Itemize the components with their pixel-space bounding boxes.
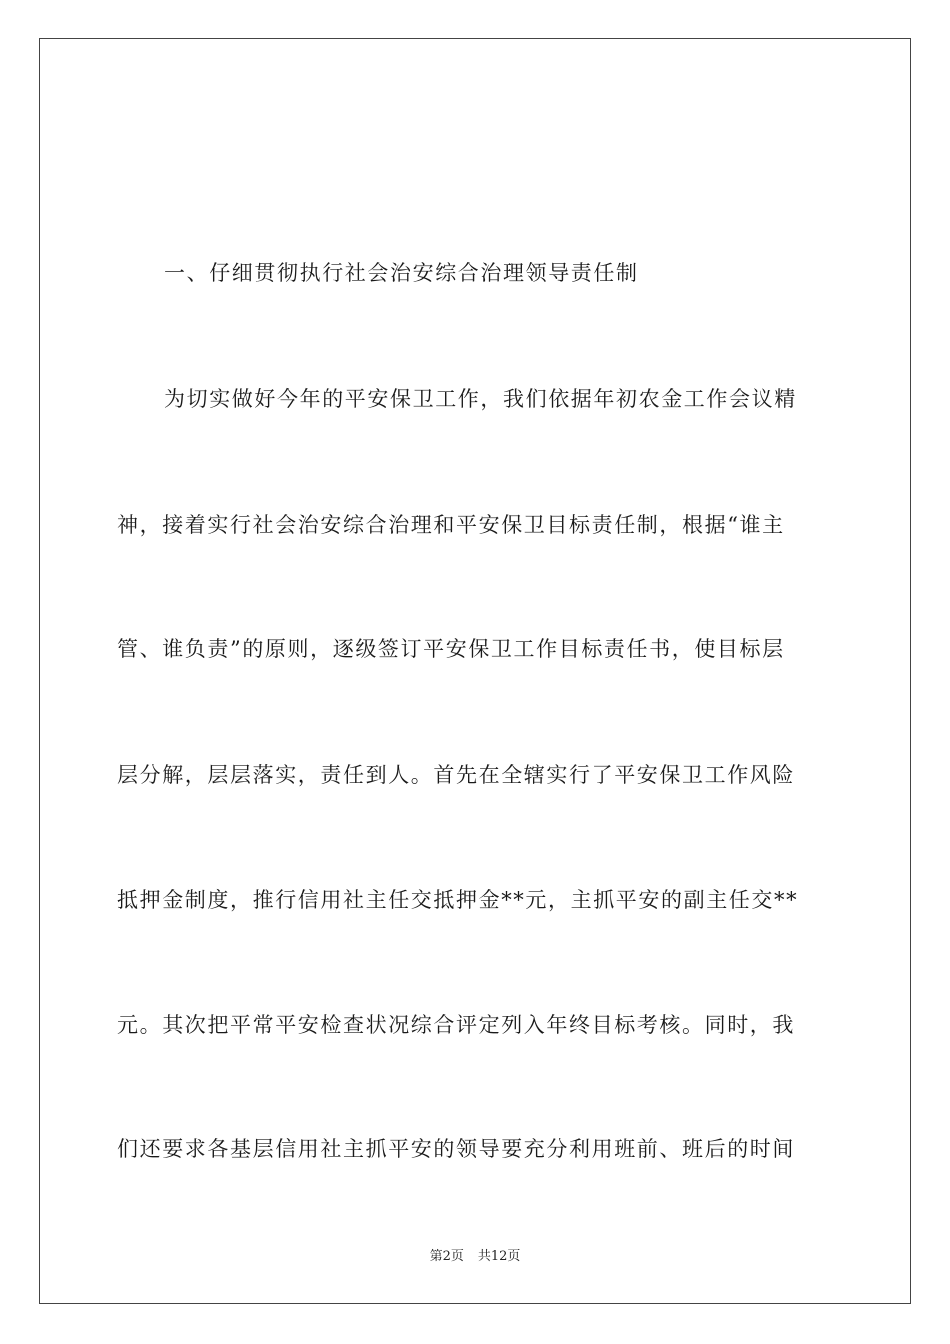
paragraph-line: 层分解，层层落实，责任到人。首先在全辖实行了平安保卫工作风险 xyxy=(117,763,795,787)
paragraph-line: 神，接着实行社会治安综合治理和平安保卫目标责任制，根据“谁主 xyxy=(117,513,785,537)
section-heading: 一、仔细贯彻执行社会治安综合治理领导责任制 xyxy=(164,261,639,285)
page-border xyxy=(39,38,911,1304)
page-total: 共12页 xyxy=(477,1249,521,1264)
page-number: 第2页 xyxy=(429,1249,464,1264)
paragraph-line: 管、谁负责”的原则，逐级签订平安保卫工作目标责任书，使目标层 xyxy=(117,637,785,661)
page-footer xyxy=(0,1248,950,1266)
paragraph-line: 抵押金制度，推行信用社主任交抵押金**元，主抓平安的副主任交** xyxy=(117,888,799,912)
paragraph-line: 为切实做好今年的平安保卫工作，我们依据年初农金工作会议精 xyxy=(164,387,797,411)
paragraph-line: 元。其次把平常平安检查状况综合评定列入年终目标考核。同时，我 xyxy=(117,1013,795,1037)
paragraph-line: 们还要求各基层信用社主抓平安的领导要充分利用班前、班后的时间 xyxy=(117,1137,795,1161)
